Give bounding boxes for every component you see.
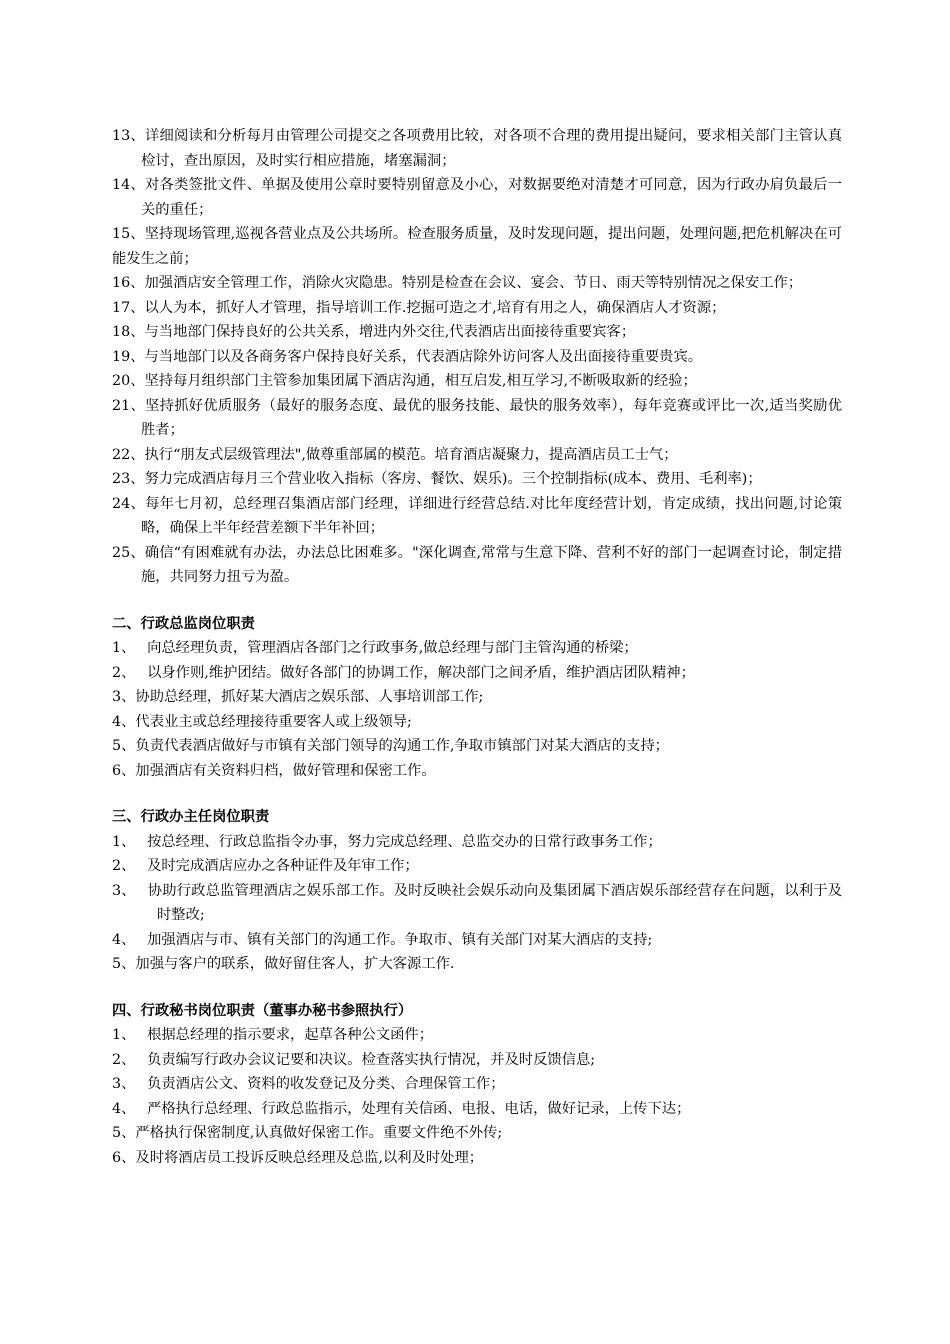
section-duty-list xyxy=(112,1023,842,1170)
list-item: 22、执行“朋友式层级管理法",做尊重部属的模范。培育酒店凝聚力，提高酒店员工士气； xyxy=(112,446,678,463)
list-item: 23、努力完成酒店每月三个营业收入指标（客房、餐饮、娱乐)。三个控制指标(成本、费用、毛利率)； xyxy=(112,471,762,487)
list-item: 6、及时将酒店员工投诉反映总经理及总监,以利及时处理； xyxy=(112,1149,484,1166)
duty-list-continued xyxy=(112,124,842,590)
list-item: 5、加强与客户的联系，做好留住客人，扩大客源工作. xyxy=(112,956,455,972)
section-duty-list xyxy=(112,636,842,783)
list-item: 14、对各类签批文件、单据及使用公章时要特别留意及小心，对数据要绝对清楚才可同意，因为行政办肩负最后一关的重任； xyxy=(112,177,842,218)
list-item: 18、与当地部门保持良好的公共关系，增进内外交往,代表酒店出面接待重要宾客； xyxy=(112,324,636,340)
list-item: 1、 按总经理、行政总监指令办事，努力完成总经理、总监交办的日常行政事务工作； xyxy=(112,833,662,850)
list-item: 2、 以身作则,维护团结。做好各部门的协调工作，解决部门之间矛盾，维护酒店团队精神； xyxy=(112,664,695,681)
list-item: 24、每年七月初，总经理召集酒店部门经理，详细进行经营总结.对比年度经营计划，肯定成绩，找出问题,讨论策略，确保上半年经营差额下半年补回； xyxy=(112,495,842,536)
list-item: 1、 根据总经理的指示要求，起草各种公文函件； xyxy=(112,1027,434,1043)
document-page xyxy=(112,124,842,1170)
list-item: 13、详细阅读和分析每月由管理公司提交之各项费用比较，对各项不合理的费用提出疑问，要求相关部门主管认真检讨，查出原因，及时实行相应措施，堵塞漏洞； xyxy=(112,128,842,169)
list-item: 1、 向总经理负责，管理酒店各部门之行政事务,做总经理与部门主管沟通的桥梁； xyxy=(112,640,638,656)
list-item: 5、严格执行保密制度,认真做好保密工作。重要文件绝不外传; xyxy=(112,1125,503,1141)
list-item: 20、坚持每月组织部门主管参加集团属下酒店沟通，相互启发,相互学习,不断吸取新的经验； xyxy=(112,373,697,389)
list-item: 15、坚持现场管理,巡视各营业点及公共场所。检查服务质量，及时发现问题，提出问题，处理问题,把危机解决在可能发生之前； xyxy=(112,226,842,267)
list-item: 3、协助总经理，抓好某大酒店之娱乐部、人事培训部工作; xyxy=(112,689,484,705)
section-heading: 二、行政总监岗位职责 xyxy=(112,615,255,632)
list-item: 2、 负责编写行政办会议记要和决议。检查落实执行情况，并及时反馈信息; xyxy=(112,1051,596,1068)
list-item: 2、 及时完成酒店应办之各种证件及年审工作； xyxy=(112,858,419,874)
list-item: 3、 负责酒店公文、资料的收发登记及分类、合理保管工作； xyxy=(112,1076,505,1092)
list-item: 3、 协助行政总监管理酒店之娱乐部工作。及时反映社会娱乐动向及集团属下酒店娱乐部经营存在问题，以利于及时整改; xyxy=(112,882,842,923)
list-item: 17、以人为本，抓好人才管理，指导培训工作.挖掘可造之才,培育有用之人，确保酒店人才资源； xyxy=(112,299,726,316)
list-item: 19、与当地部门以及各商务客户保持良好关系，代表酒店除外访问客人及出面接待重要贵宾。 xyxy=(112,348,703,365)
list-item: 4、代表业主或总经理接待重要客人或上级领导; xyxy=(112,713,412,730)
list-item: 4、 加强酒店与市、镇有关部门的沟通工作。争取市、镇有关部门对某大酒店的支持; xyxy=(112,931,653,948)
list-item: 16、加强酒店安全管理工作，消除火灾隐患。特别是检查在会议、宴会、节日、雨天等特别情况之保安工作； xyxy=(112,275,803,291)
section-heading: 三、行政办主任岗位职责 xyxy=(112,809,270,825)
duty-sections xyxy=(112,612,842,1171)
list-item: 4、 严格执行总经理、行政总监指示，处理有关信函、电报、电话，做好记录，上传下达； xyxy=(112,1100,691,1117)
list-item: 5、负责代表酒店做好与市镇有关部门领导的沟通工作,争取市镇部门对某大酒店的支持； xyxy=(112,738,669,754)
section-duty-list xyxy=(112,830,842,977)
list-item: 21、坚持抓好优质服务（最好的服务态度、最优的服务技能、最快的服务效率），每年竞赛或评比一次,适当奖励优胜者； xyxy=(112,397,842,438)
list-item: 25、确信“有困难就有办法，办法总比困难多。"深化调查,常常与生意下降、营利不好的部门一起调查讨论，制定措施，共同努力扭亏为盈。 xyxy=(112,544,842,585)
section-heading: 四、行政秘书岗位职责（董事办秘书参照执行） xyxy=(112,1002,413,1019)
list-item: 6、加强酒店有关资料归档，做好管理和保密工作。 xyxy=(112,762,436,779)
